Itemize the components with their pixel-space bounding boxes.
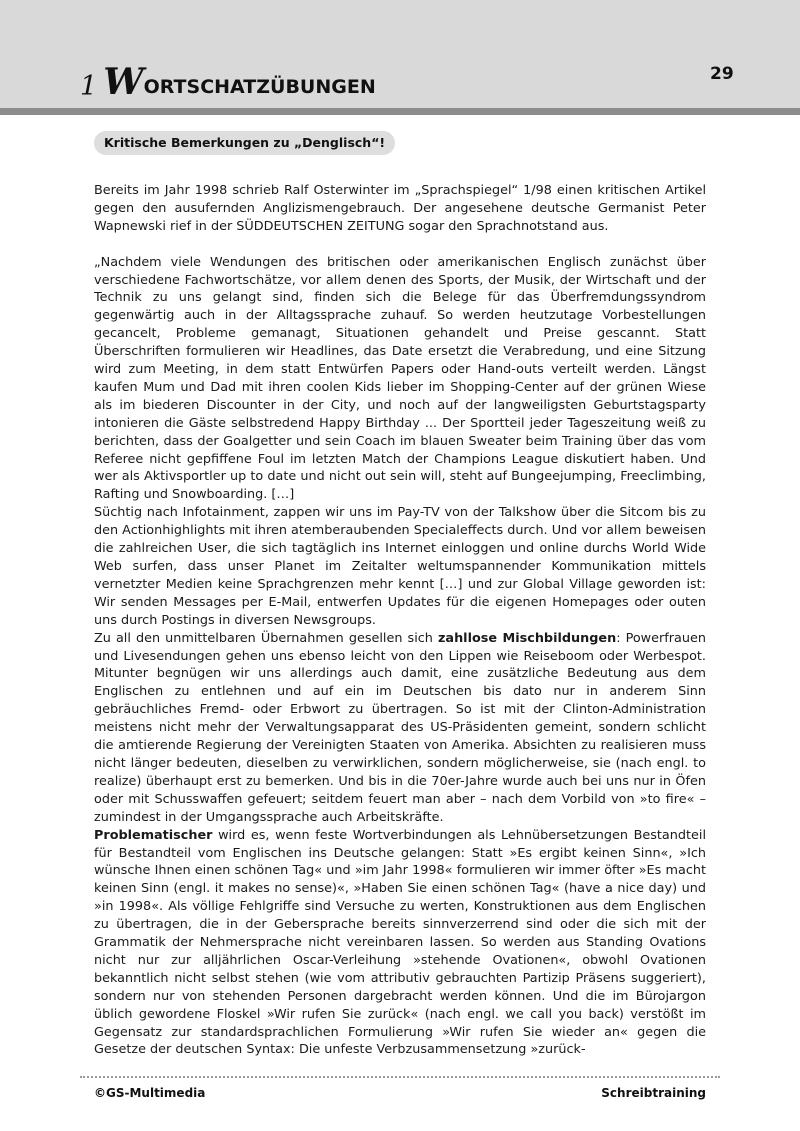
footer-copyright: ©GS-Multimedia: [94, 1086, 206, 1100]
chapter-number: 1: [80, 71, 98, 102]
quote-4-rest: wird es, wenn feste Wortverbindungen als Lehnübersetzungen Bestandteil für Bestandteil vom Englischen ins Deutsche gelangen: Statt »Es ergibt keinen Sinn«, »Ich wünsche Ihnen einen schönen Tag« und »im Jahr 1998« formulieren wir immer öfter »Es macht keinen Sinn (engl. it makes no sense)«, »Haben Sie einen schönen Tag« (have a nice day) und »in 1998«. Als völlige Fehlgriffe sind Versuche zu werten, Konstruktionen aus dem Englischen zu übertragen, die in der Gebersprache bereits sinnverzerrend sind oder die sich mit der Grammatik der Nehmersprache nicht vereinbaren lassen. So werden aus Standing Ovations nicht nur zur alljährlichen Oscar-Verleihung »stehende Ovationen«, obwohl Ovationen bekanntlich nicht selbst stehen (wie vom attributiv gebrauchten Partizip Präsens suggeriert), sondern nur von stehenden Personen dargebracht werden können. Und die im Bürojargon üblich gewordene Floskel »Wir rufen Sie zurück« (nach engl. we call you back) verstößt im Gegensatz zur standardsprachlichen Formulierung »Wir rufen Sie wieder an« gegen die Gesetze der deutschen Syntax: Die unfeste Verbzusammensetzung »zurück-: [94, 827, 706, 1058]
chapter-title: [80, 61, 376, 103]
article-body: [94, 182, 706, 1059]
topic-badge: Kritische Bemerkungen zu „Denglisch“!: [94, 131, 395, 155]
quote-3-start: Zu all den unmittelbaren Übernahmen gesellen sich: [94, 630, 438, 646]
quote-3-bold: zahllose Mischbildungen: [437, 630, 617, 646]
footer-section: Schreibtraining: [601, 1086, 706, 1100]
quote-paragraph-2: Süchtig nach Infotainment, zappen wir uns im Pay-TV von der Talkshow über die Sitcom bis zu den Actionhighlights mit ihren atemberaubenden Specialeffects durch. Und vor allem beweisen die zahlreichen User, die sich tagtäglich ins Internet einloggen und online durchs World Wide Web surfen, dass unser Planet im Zeitalter weltumspannender Kommunikation mittels vernetzter Medien keine Sprachgrenzen mehr kennt […] und zur Global Village geworden ist: Wir senden Messages per E-Mail, entwerfen Updates für die eigenen Homepages oder outen uns durch Postings in diversen Newsgroups.: [94, 505, 706, 628]
intro-paragraph: Bereits im Jahr 1998 schrieb Ralf Osterwinter im „Sprachspiegel“ 1/98 einen kritischen Artikel gegen den ausufernden Anglizismengebrauch. Der angesehene deutsche Germanist Peter Wapnewski rief in der SÜDDEUTSCHEN ZEITUNG sogar den Sprachnotstand aus.: [94, 183, 706, 234]
quote-paragraph-4: [94, 827, 706, 1060]
quote-4-bold: Problematischer: [94, 827, 213, 843]
header-divider: [0, 108, 800, 115]
chapter-title-text: ORTSCHATZÜBUNGEN: [143, 76, 376, 98]
quote-3-rest: : Powerfrauen und Livesendungen gehen uns ebenso leicht von den Lippen wie Reiseboom oder Werbespot. Mitunter begnügen wir uns allerdings auch damit, eine zusätzliche Bedeutung aus dem Englischen zu entlehnen und auf ein im Deutschen bis dato nur in anderem Sinn gebräuchliches Fremd- oder Erbwort zu übertragen. So ist mit der Clinton-Administration meistens nicht mehr der Verwaltungsapparat des US-Präsidenten gemeint, sondern schlicht die amtierende Regierung der Vereinigten Staaten von Amerika. Absichten zu realisieren muss nicht länger bedeuten, dieselben zu verwirklichen, sondern möglicherweise, sie (nach engl. to realize) überhaupt erst zu bemerken. Und bis in die 70er-Jahre wurde auch bei uns nur in Öfen oder mit Schusswaffen gefeuert; seitdem feuert man aber – nach dem Vorbild von »to fire« – zumindest in der Umgangssprache auch Arbeitskräfte.: [94, 630, 706, 825]
quote-paragraph-1: „Nachdem viele Wendungen des britischen oder amerikanischen Englisch zunächst über verschiedene Fachwortschätze, vor allem denen des Sports, der Musik, der Wirtschaft und der Technik zu uns gelangt sind, finden sich die Belege für das Überfremdungssyndrom gegenwärtig auch in der Alltagssprache zuhauf. So werden heutzutage Vorbestellungen gecancelt, Probleme gemanagt, Situationen gehandelt und Preise gescannt. Statt Überschriften formulieren wir Headlines, das Date ersetzt die Verabredung, und eine Sitzung wird zum Meeting, in dem statt Entwürfen Papers oder Hand-outs verteilt werden. Längst kaufen Mum und Dad mit ihren coolen Kids lieber im Shopping-Center auf der grünen Wiese als im biederen Discounter in der City, und noch auf der langweiligsten Geburtstagsparty intonieren die Gäste selbstredend Happy Birthday ... Der Sportteil jeder Tageszeitung weiß zu berichten, dass der Goalgetter und sein Coach im blauen Sweater beim Training über das vom Referee nicht gepfiffene Foul im letzten Match der Champions League diskutiert haben. Und wer als Aktivsportler up to date und nicht out sein will, steht auf Bungeejumping, Freeclimbing, Rafting und Snowboarding. […]: [94, 254, 706, 503]
page-number: 29: [710, 64, 734, 84]
chapter-initial: W: [103, 61, 144, 103]
footer-divider: [80, 1076, 720, 1078]
quote-paragraph-3: [94, 630, 706, 827]
